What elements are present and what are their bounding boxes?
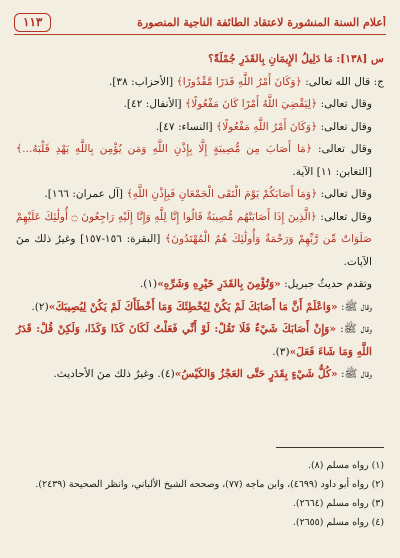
- hadith-line: [16, 363, 384, 386]
- answer-prefix: وقال تعالى:: [316, 210, 372, 223]
- footnote: (١) رواه مسلم (٨).: [308, 460, 384, 471]
- page-body: [16, 48, 384, 386]
- footnote-mark: (١).: [139, 278, 158, 290]
- footnote: (٢) رواه أبو داود (٤٦٩٩)، وابن ماجه (٧٧)، وصححه الشيخ الألباني، وانظر الصحيحة (٢٤٣٩).: [35, 479, 384, 490]
- question-text: مَا دَلِيلُ الإِيمَانِ بِالقَدَرِ جُمْلَةً؟: [208, 53, 333, 65]
- hadith-quote: «كُلُّ شَيْءٍ بِقَدَرٍ حَتَّى العَجْزُ وَالكَيْسُ»: [174, 368, 338, 380]
- verse-reference: [التغابن: ١١] الآية.: [292, 165, 372, 178]
- answer-prefix: وقال تعالى:: [317, 188, 372, 200]
- hadith-prefix: وقال ﷺ:: [336, 323, 372, 335]
- hadith-line: [16, 273, 384, 296]
- answer-prefix: وقال تعالى:: [317, 120, 372, 133]
- verse-reference: [الأحزاب: ٣٨].: [108, 75, 177, 88]
- answer-line: [16, 116, 384, 139]
- quran-quote: ﴿وَمَا أَصَابَكُمْ يَوْمَ الْتَقَى الْجَمْعَانِ فَبِإِذْنِ اللَّهِ﴾: [126, 188, 318, 200]
- quran-quote: ﴿الَّذِينَ إِذَا أَصَابَتْهُم مُّصِيبَةٌ قَالُوا إِنَّا لِلَّهِ وَإِنَّا إِلَيْهِ رَاجِعُونَ ۝ أُولَٰئِكَ عَلَيْهِمْ صَلَوَاتٌ مِّن رَّبِّهِمْ وَرَحْمَةٌ وَأُولَٰئِكَ هُمُ الْمُهْتَدُونَ﴾: [16, 210, 373, 245]
- footnotes: [16, 456, 384, 532]
- footnote-mark: (٣).: [272, 345, 290, 358]
- question-label: س [١٣٨]:: [336, 53, 384, 65]
- answer-line: [16, 93, 384, 116]
- page-number: ١١٣: [14, 13, 51, 32]
- verse-reference: [النساء: ٤٧].: [155, 120, 217, 133]
- hadith-line: [16, 296, 384, 319]
- hadith-prefix: وقال ﷺ:: [337, 368, 372, 380]
- hadith-line: [16, 318, 384, 363]
- question-line: [16, 48, 384, 71]
- verse-reference: [آل عمران: ١٦٦].: [44, 188, 127, 200]
- hadith-prefix: وتقدم حديثُ جبريل:: [280, 278, 372, 290]
- quran-quote: ﴿وَكَانَ أَمْرُ اللَّهِ مَفْعُولًا﴾: [216, 120, 318, 133]
- quran-quote: ﴿مَا أَصَابَ مِن مُّصِيبَةٍ إِلَّا بِإِذْنِ اللَّهِ وَمَن يُؤْمِن بِاللَّهِ يَهْدِ قَلْبَهُ...﴾: [16, 143, 313, 155]
- answer-line: [16, 206, 384, 274]
- answer-line: [16, 71, 384, 94]
- footnote: (٣) رواه مسلم (٢٦٦٤).: [292, 498, 384, 509]
- footnote-divider: [276, 447, 384, 448]
- verse-reference: [البقرة: ١٥٦-١٥٧] وغيرُ ذلك منَ الآيات.: [16, 233, 372, 268]
- hadith-quote: «وَتُؤْمِنَ بِالقَدَرِ خَيْرِهِ وَشَرِّهِ»: [157, 278, 281, 290]
- header-title: أعلام السنة المنشورة لاعتقاد الطائفة الناجية المنصورة: [137, 15, 386, 29]
- answer-line: [16, 138, 384, 183]
- answer-prefix: ج: قال الله تعالى:: [301, 75, 384, 88]
- hadith-prefix: وقال ﷺ:: [337, 300, 372, 313]
- footnote-mark: (٢).: [31, 300, 49, 313]
- running-header: [14, 10, 386, 35]
- quran-quote: ﴿وَكَانَ أَمْرُ اللَّهِ قَدَرًا مَّقْدُورًا﴾: [176, 75, 302, 88]
- hadith-quote: «وَإِنْ أَصَابَكَ شَيْءٌ فَلَا تَقُلْ: لَوْ أَنِّي فَعَلْتُ لَكَانَ كَذَا وَكَذَا، وَلَكِنْ قُلْ: قَدَرُ اللَّهِ وَمَا شَاءَ فَعَلَ»: [16, 323, 372, 358]
- quran-quote: ﴿لِيَقْضِيَ اللَّهُ أَمْرًا كَانَ مَفْعُولًا﴾: [185, 98, 318, 110]
- answer-prefix: وقال تعالى:: [317, 98, 372, 110]
- footnote-mark: (٤). وغيرُ ذلك منَ الأحاديث.: [53, 368, 175, 380]
- footnote: (٤) رواه مسلم (٢٦٥٥).: [292, 517, 384, 528]
- answer-prefix: وقال تعالى:: [312, 143, 372, 155]
- verse-reference: [الأنفال: ٤٢].: [123, 98, 186, 110]
- answer-line: [16, 183, 384, 206]
- hadith-quote: «وَاعْلَمْ أَنَّ مَا أَصَابَكَ لَمْ يَكُنْ لِيُخْطِئَكَ وَمَا أَخْطَأَكَ لَمْ يَكُنْ لِيُصِيبَكَ»: [48, 300, 338, 313]
